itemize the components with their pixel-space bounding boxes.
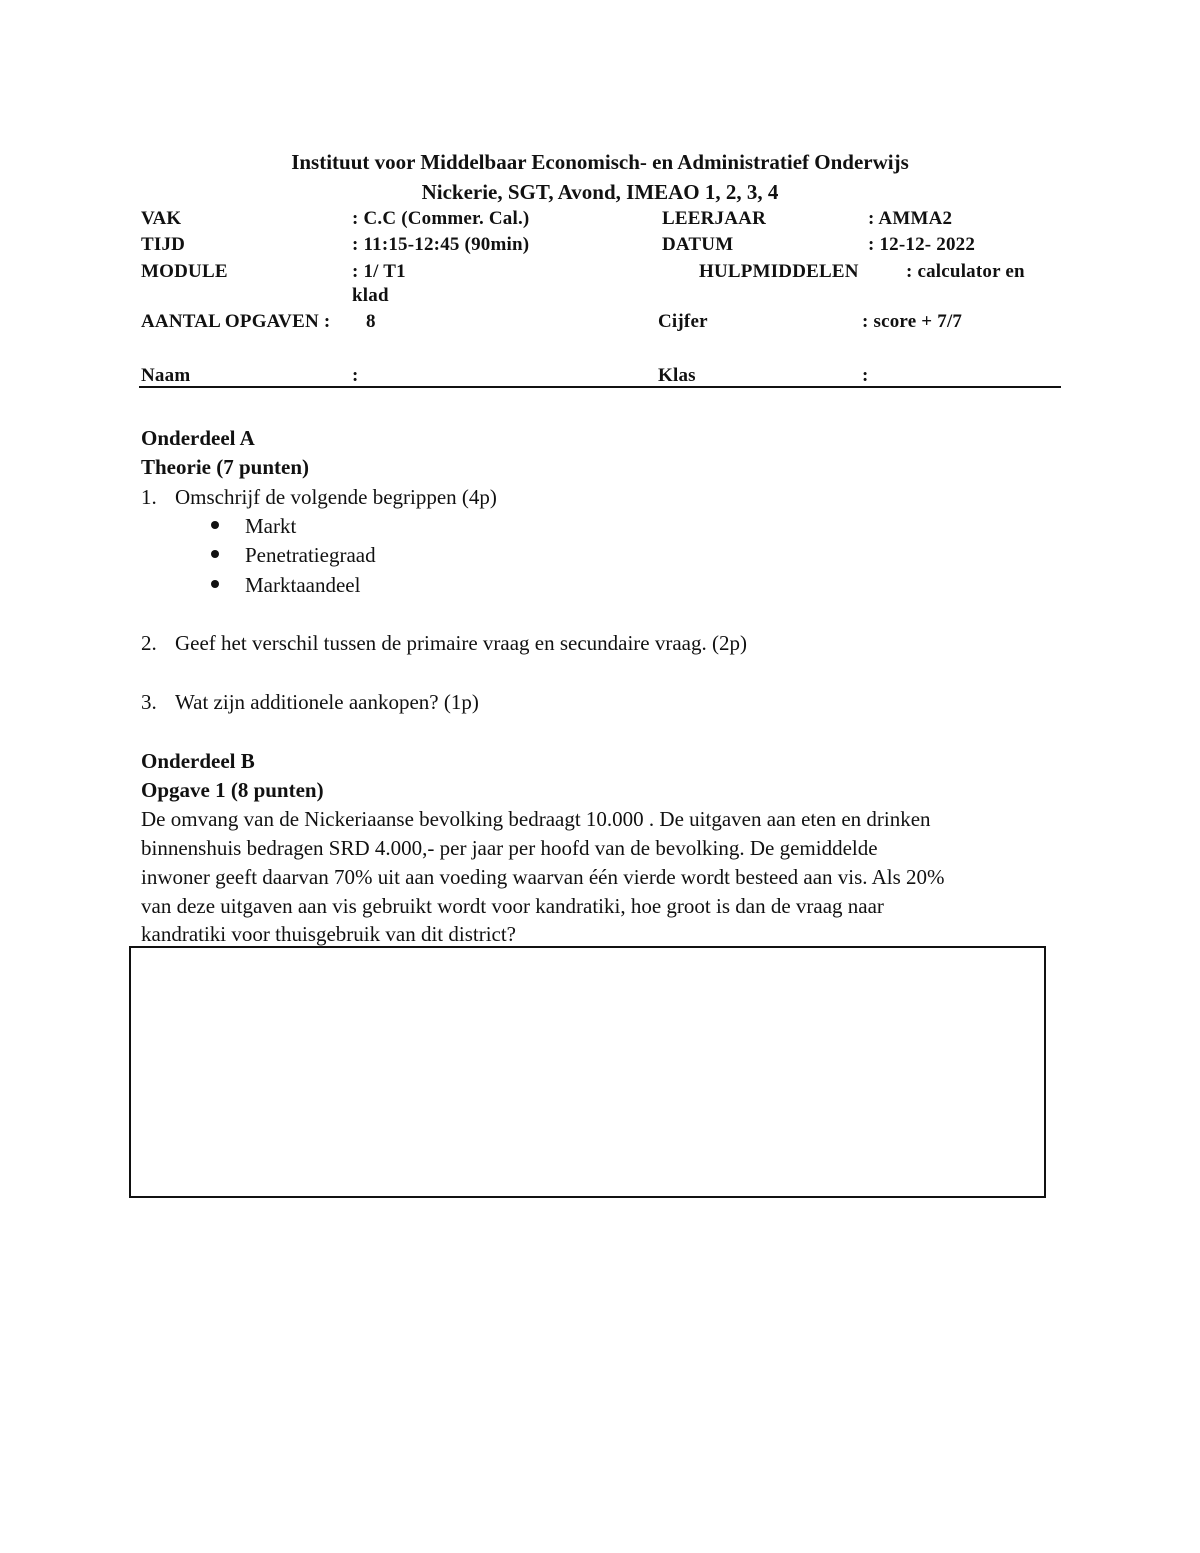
naam-label: Naam [141,365,191,386]
datum-label: DATUM [662,234,734,255]
section-b-title: Onderdeel B [141,749,255,773]
section-a-title: Onderdeel A [141,426,255,450]
datum-value: : 12-12- 2022 [868,234,976,255]
leerjaar-label: LEERJAAR [662,208,767,229]
bullet-icon [211,521,219,529]
bullet-icon [211,550,219,558]
cijfer-value: : score + 7/7 [862,311,963,332]
header-divider [139,386,1061,388]
vak-label: VAK [141,208,182,229]
aantal-opgaven-value: 8 [366,311,376,332]
question-1-text: Omschrijf de volgende begrippen (4p) [175,485,497,509]
cijfer-label: Cijfer [658,311,708,332]
vak-value: : C.C (Commer. Cal.) [352,208,530,229]
q1-bullet-2: Penetratiegraad [245,543,376,567]
question-2-number: 2. [141,631,157,655]
hulpmiddelen-label: HULPMIDDELEN [699,261,859,282]
institute-subtitle: Nickerie, SGT, Avond, IMEAO 1, 2, 3, 4 [421,180,779,204]
question-3-number: 3. [141,690,157,714]
institute-title: Instituut voor Middelbaar Economisch- en Administratief Onderwijs [291,150,909,174]
hulpmiddelen-value-cont: klad [352,285,389,306]
q1-bullet-1: Markt [245,514,297,538]
question-2-text: Geef het verschil tussen de primaire vraag en secundaire vraag. (2p) [175,631,747,655]
klas-colon: : [862,365,869,386]
q1-bullet-3: Marktaandeel [245,573,361,597]
question-1-number: 1. [141,485,157,509]
problem-line-1: De omvang van de Nickeriaanse bevolking bedraagt 10.000 . De uitgaven aan eten en drinken [141,807,931,831]
problem-line-2: binnenshuis bedragen SRD 4.000,- per jaar per hoofd van de bevolking. De gemiddelde [141,836,878,860]
hulpmiddelen-value: : calculator en [906,261,1025,282]
aantal-opgaven-label: AANTAL OPGAVEN : [141,311,331,332]
problem-line-3: inwoner geeft daarvan 70% uit aan voeding waarvan één vierde wordt besteed aan vis. Als 20% [141,865,945,889]
section-a-subtitle: Theorie (7 punten) [141,455,309,479]
tijd-value: : 11:15-12:45 (90min) [352,234,530,255]
tijd-label: TIJD [141,234,186,255]
section-b-subtitle: Opgave 1 (8 punten) [141,778,324,802]
naam-colon: : [352,365,359,386]
module-value: : 1/ T1 [352,261,406,282]
question-3-text: Wat zijn additionele aankopen? (1p) [175,690,479,714]
leerjaar-value: : AMMA2 [868,208,953,229]
answer-box[interactable] [129,946,1046,1198]
bullet-icon [211,580,219,588]
problem-line-5: kandratiki voor thuisgebruik van dit district? [141,922,517,946]
problem-line-4: van deze uitgaven aan vis gebruikt wordt voor kandratiki, hoe groot is dan de vraag naar [141,894,884,918]
klas-label: Klas [658,365,696,386]
module-label: MODULE [141,261,228,282]
